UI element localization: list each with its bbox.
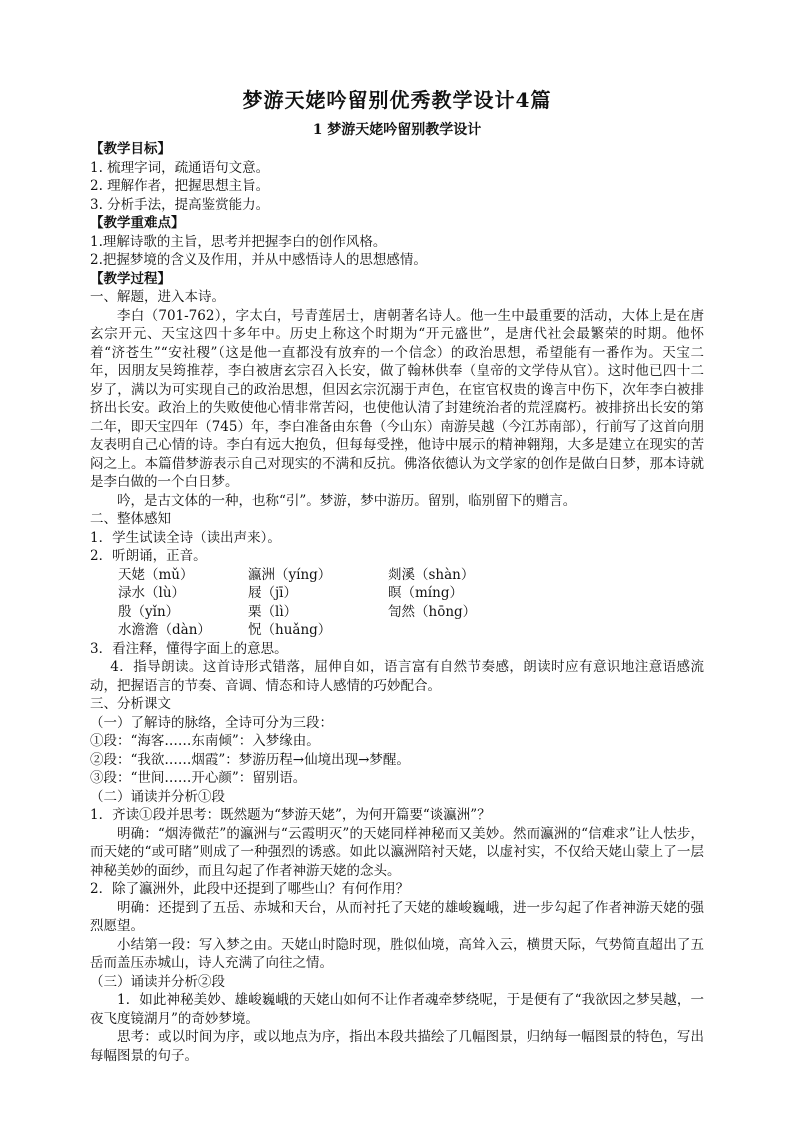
answer-paragraph: 明确：“烟涛微茫”的瀛洲与“云霞明灭”的天姥同样神秘而又美妙。然而瀛洲的“信难求”让人怯步，而天姥的“或可睹”则成了一种强烈的诱惑。如此以瀛洲陪衬天姥，以虚衬实，不仅给天姥山蒙上了一层神秘美妙的面纱，而且勾起了作者神游天姥的念头。 xyxy=(90,825,704,879)
pinyin-entry: 栗（lì） xyxy=(248,603,298,620)
definition-paragraph: 吟，是古文体的一种，也称“引”。梦游，梦中游历。留别，临别留下的赠言。 xyxy=(117,492,577,509)
pinyin-entry: 怳（huǎng） xyxy=(248,622,332,638)
sub-heading: （二）诵读并分析①段 xyxy=(90,788,225,805)
question-item: 1．齐读①段并思考：既然题为“梦游天姥”，为何开篇要“谈瀛洲”？ xyxy=(90,807,491,823)
pinyin-row xyxy=(90,603,704,622)
document-body xyxy=(90,140,704,1065)
section-heading-goals: 【教学目标】 xyxy=(90,141,171,157)
summary-paragraph: 小结第一段：写入梦之由。天姥山时隐时现，胜似仙境，高耸入云，横贯天际，气势简直超出了五岳而盖压赤城山，诗人充满了向往之情。 xyxy=(90,936,704,971)
step-item: 3．看注释，懂得字面上的意思。 xyxy=(90,640,288,657)
step-item: 4．指导朗读。这首诗形式错落，屈伸自如，语言富有自然节奏感，朗读时应有意识地注意语感流动，把握语言的节奏、音调、情态和诗人感情的巧妙配合。 xyxy=(90,659,704,694)
goal-item: 2. 理解作者，把握思想主旨。 xyxy=(90,178,270,194)
pinyin-entry: 訇然（hōng） xyxy=(388,603,477,620)
structure-item: ②段：“我欲……烟霞”：梦游历程→仙境出现→梦醒。 xyxy=(90,751,410,768)
goal-item: 1. 梳理字词，疏通语句文意。 xyxy=(90,159,270,176)
step-heading-1: 一、解题，进入本诗。 xyxy=(90,289,225,305)
pinyin-entry: 渌水（lù） xyxy=(118,585,186,601)
step-heading-3: 三、分析课文 xyxy=(90,696,171,712)
question-item: 思考：或以时间为序，或以地点为序，指出本段共描绘了几幅图景，归纳每一幅图景的特色，写出每幅图景的句子。 xyxy=(90,1029,704,1064)
answer-paragraph: 明确：还提到了五岳、赤城和天台，从而衬托了天姥的雄峻巍峨，进一步勾起了作者神游天姥的强烈愿望。 xyxy=(90,899,704,934)
question-item: 2．除了瀛洲外，此段中还提到了哪些山？有何作用？ xyxy=(90,881,410,897)
sub-heading: （一）了解诗的脉络，全诗可分为三段： xyxy=(90,714,333,731)
pinyin-row xyxy=(90,621,704,640)
structure-item: ③段：“世间……开心颜”：留别语。 xyxy=(90,770,307,786)
keypoint-item: 2.把握梦境的含义及作用，并从中感悟诗人的思想感情。 xyxy=(90,252,427,268)
section-heading-process: 【教学过程】 xyxy=(90,270,171,287)
pinyin-entry: 殷（yǐn） xyxy=(118,603,180,620)
document-subtitle: 1 梦游天姥吟留别教学设计 xyxy=(312,122,482,138)
pinyin-row xyxy=(90,584,704,603)
keypoint-item: 1.理解诗歌的主旨，思考并把握李白的创作风格。 xyxy=(90,233,387,250)
pinyin-entry: 水澹澹（dàn） xyxy=(118,622,211,638)
pinyin-row xyxy=(90,566,704,585)
pinyin-entry: 剡溪（shàn） xyxy=(388,566,475,583)
document-title: 梦游天姥吟留别优秀教学设计4篇 xyxy=(242,88,552,112)
step-heading-2: 二、整体感知 xyxy=(90,511,171,527)
pinyin-entry: 暝（míng） xyxy=(388,585,463,601)
step-item: 1．学生试读全诗（读出声来）。 xyxy=(90,529,281,546)
intro-paragraph: 李白（701-762），字太白，号青莲居士，唐朝著名诗人。他一生中最重要的活动，大体上是在唐玄宗开元、天宝这四十多年中。历史上称这个时期为“开元盛世”，是唐代社会最繁荣的时期。他怀着“济苍生”“安社稷”（这是他一直都没有放弃的一个信念）的政治思想，希望能有一番作为。天宝二年，因朋友吴筠推荐，李白被唐玄宗召入长安，做了翰林供奉（皇帝的文学侍从官）。这时他已四十二岁了，满以为可实现自己的政治思想，但因玄宗沉溺于声色，在宦官权贵的谗言中伤下，次年李白被排挤出长安。政治上的失败使他心情非常苦闷，也使他认清了封建统治者的荒淫腐朽。被排挤出长安的第二年，即天宝四年（745）年，李白准备由东鲁（今山东）南游吴越（今江苏南部），行前写了这首向朋友表明自己心情的诗。李白有远大抱负，但每每受挫，他诗中展示的精神翱翔，大多是建立在现实的苦闷之上。本篇借梦游表示自己对现实的不满和反抗。佛洛依德认为文学家的创作是做白日梦，那本诗就是李白做的一个白日梦。 xyxy=(90,307,704,490)
question-item: 1．如此神秘美妙、雄峻巍峨的天姥山如何不让作者魂牵梦绕呢，于是便有了“我欲因之梦吴越，一夜飞度镜湖月”的奇妙梦境。 xyxy=(90,992,704,1027)
pinyin-entry: 瀛洲（yíng） xyxy=(248,566,332,583)
structure-item: ①段：“海客……东南倾”：入梦缘由。 xyxy=(90,733,320,749)
sub-heading: （三）诵读并分析②段 xyxy=(90,973,225,990)
pinyin-entry: 屐（jī） xyxy=(248,585,298,601)
pinyin-entry: 天姥（mǔ） xyxy=(118,566,194,583)
goal-item: 3. 分析手法，提高鉴赏能力。 xyxy=(90,196,270,213)
step-item: 2．听朗诵，正音。 xyxy=(90,548,207,564)
section-heading-keypoints: 【教学重难点】 xyxy=(90,215,185,231)
